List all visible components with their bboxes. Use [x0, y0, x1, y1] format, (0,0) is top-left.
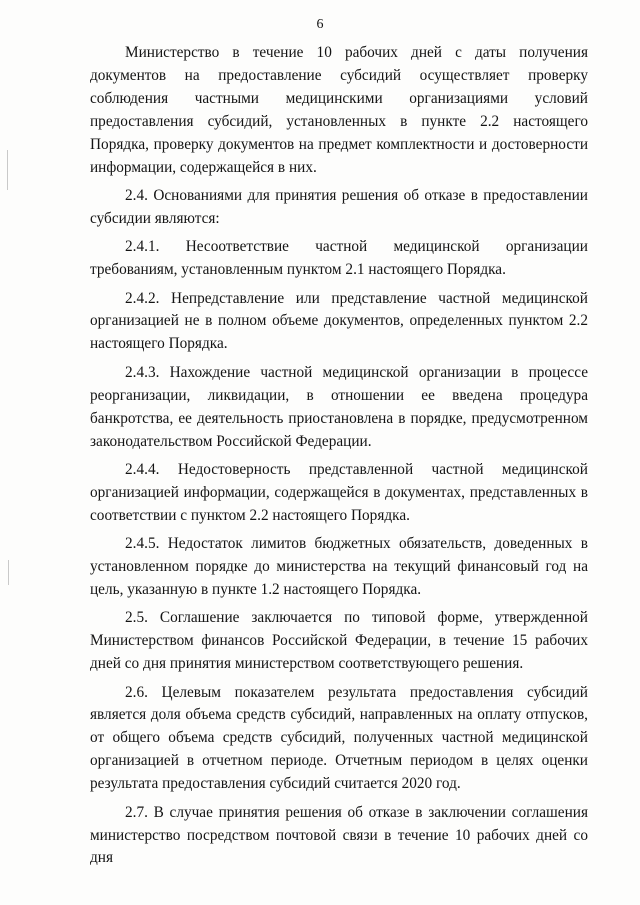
paragraph: 2.4.2. Непредставление или представление частной медицинской организацией не в полном объеме документов, определенных пунктом 2.2 настоящего Порядка.	[90, 289, 588, 353]
paragraph: 2.4.4. Недостоверность представленной частной медицинской организацией информации, содержащейся в документах, представленных в соответствии с пунктом 2.2 настоящего Порядка.	[90, 460, 588, 524]
paragraph: 2.4.3. Нахождение частной медицинской организации в процессе реорганизации, ликвидации, в отношении ее введена процедура банкротства, ее деятельность приостановлена в порядке, предусмотренном законодательством Российской Федерации.	[90, 363, 588, 450]
page-number: 6	[316, 17, 324, 32]
paragraph: 2.4.5. Недостаток лимитов бюджетных обязательств, доведенных в установленном порядке до министерства на текущий финансовый год на цель, указанную в пункте 1.2 настоящего Порядка.	[90, 535, 588, 598]
paragraph: 2.7. В случае принятия решения об отказе в заключении соглашения министерство посредством почтовой связи в течение 10 рабочих дней со дня	[90, 803, 588, 867]
paragraph: 2.4. Основаниями для принятия решения об отказе в предоставлении субсидии являются:	[90, 186, 588, 227]
paragraph: 2.4.1. Несоответствие частной медицинской организации требованиям, установленным пунктом 2.1 настоящего Порядка.	[90, 238, 588, 279]
scan-mark	[8, 560, 9, 585]
paragraph: 2.5. Соглашение заключается по типовой форме, утвержденной Министерством финансов Российской Федерации, в течение 15 рабочих дней со дня принятия министерством соответствующего решения.	[90, 609, 588, 673]
paragraph: 2.6. Целевым показателем результата предоставления субсидий является доля объема средств субсидий, направленных на оплату отпусков, от общего объема средств субсидий, полученных частной медицинской организацией в отчетном периоде. Отчетным периодом в целях оценки результата предоставления субсидий считается 2020 год.	[90, 683, 588, 793]
paragraph: Министерство в течение 10 рабочих дней с даты получения документов на предоставление субсидий осуществляет проверку соблюдения частными медицинскими организациями условий предоставления субсидий, установленных в пункте 2.2 настоящего Порядка, проверку документов на предмет комплектности и достоверности информации, содержащейся в них.	[90, 44, 588, 176]
document-body	[90, 42, 588, 870]
scan-mark	[7, 150, 8, 190]
